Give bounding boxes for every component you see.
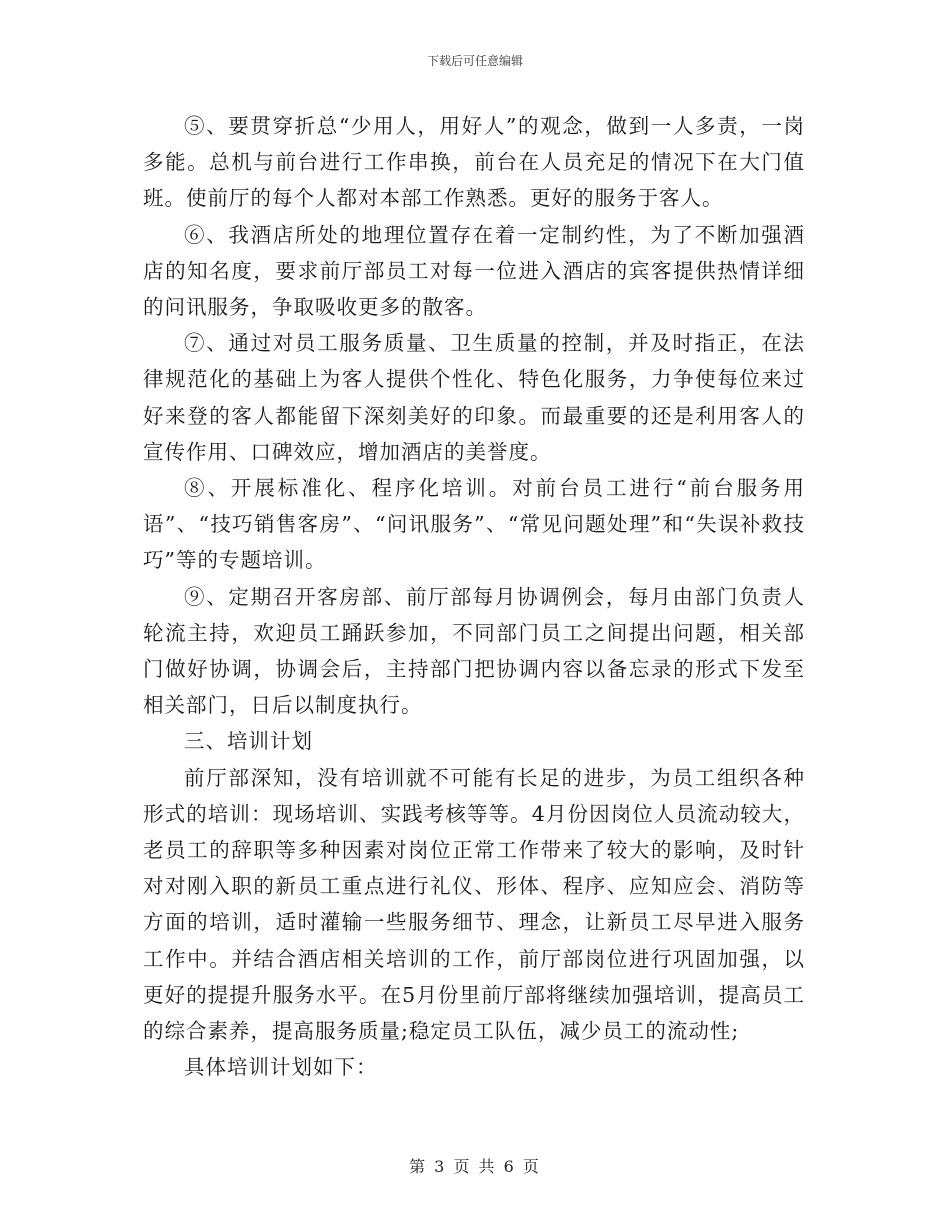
paragraph-item-9: ⑨、定期召开客房部、前厅部每月协调例会，每月由部门负责人轮流主持，欢迎员工踊跃参加，不同部门员工之间提出问题，相关部门做好协调，协调会后，主持部门把协调内容以备忘录的形式下发至相关部门，日后以制度执行。: [143, 584, 805, 718]
paragraph-item-8: ⑧、开展标准化、程序化培训。对前台员工进行“前台服务用语”、“技巧销售客房”、“问讯服务”、“常见问题处理”和“失误补救技巧”等的专题培训。: [143, 476, 805, 573]
page-footer: 第 3 页 共 6 页: [409, 1157, 541, 1176]
paragraph-item-5: ⑤、要贯穿折总“少用人，用好人”的观念，做到一人多责，一岗多能。总机与前台进行工作串换，前台在人员充足的情况下在大门值班。使前厅的每个人都对本部工作熟悉。更好的服务于客人。: [143, 114, 805, 211]
page-header: 下载后可任意编辑: [426, 54, 523, 68]
section-heading: 三、培训计划: [184, 729, 313, 754]
document-body: [143, 108, 805, 1085]
paragraph-item-6: ⑥、我酒店所处的地理位置存在着一定制约性，为了不断加强酒店的知名度，要求前厅部员工对每一位进入酒店的宾客提供热情详细的问讯服务，争取吸收更多的散客。: [143, 222, 805, 320]
training-plan-intro: 具体培训计划如下：: [184, 1055, 378, 1080]
training-paragraph: 前厅部深知，没有培训就不可能有长足的进步，为员工组织各种形式的培训：现场培训、实践考核等等。4月份因岗位人员流动较大，老员工的辞职等多种因素对岗位正常工作带来了较大的影响，及时针对对刚入职的新员工重点进行礼仪、形体、程序、应知应会、消防等方面的培训，适时灌输一些服务细节、理念，让新员工尽早进入服务工作中。并结合酒店相关培训的工作，前厅部岗位进行巩固加强，以更好的提提升服务水平。在5月份里前厅部将继续加强培训，提高员工的综合素养，提高服务质量;稳定员工队伍，减少员工的流动性;: [143, 765, 805, 1044]
paragraph-item-7: ⑦、通过对员工服务质量、卫生质量的控制，并及时指正，在法律规范化的基础上为客人提供个性化、特色化服务，力争使每位来过好来登的客人都能留下深刻美好的印象。而最重要的还是利用客人的宣传作用、口碑效应，增加酒店的美誉度。: [143, 331, 805, 464]
